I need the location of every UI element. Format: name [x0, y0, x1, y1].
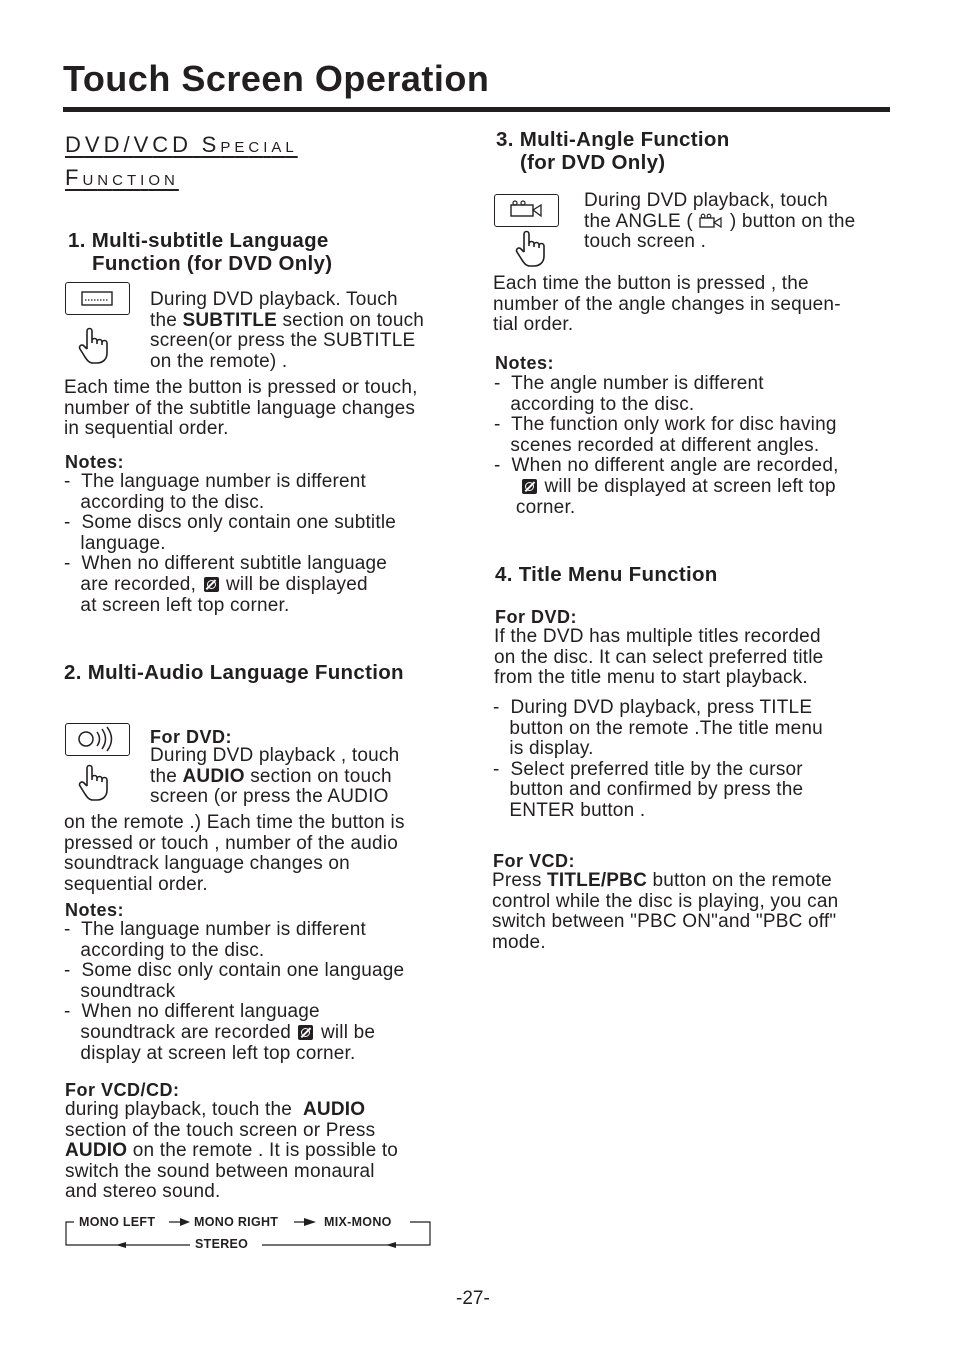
text-line: screen (or press the AUDIO: [150, 786, 389, 808]
text-line: [492, 933, 838, 954]
camera-angle-icon: [495, 195, 557, 225]
text-run: switch between "PBC ON"and "PBC off": [492, 911, 837, 933]
s1-notes-label: Notes:: [65, 452, 125, 472]
s1-paragraph: [64, 378, 418, 440]
bold-keyword: AUDIO: [182, 765, 245, 787]
text-line: [584, 212, 855, 233]
s4-bullets: [493, 698, 823, 822]
text-line: During DVD playback, touch: [584, 190, 828, 211]
text-line: [65, 1100, 398, 1121]
text-line: - When no different angle are recorded,: [494, 455, 839, 477]
s4-vcd-paragraph: [492, 871, 838, 953]
s2-icon-text: [150, 746, 399, 808]
text-line: During DVD playback , touch: [150, 745, 400, 766]
text-run: and stereo sound.: [65, 1181, 221, 1203]
text-run: switch the sound between monaural: [65, 1160, 375, 1182]
text-line: button and confirmed by press the: [493, 779, 804, 801]
text-run: button on the remote: [647, 870, 832, 891]
text-line: Each time the button is pressed or touch,: [64, 377, 418, 398]
text-line: [65, 1162, 398, 1183]
heading-letter: /: [123, 132, 134, 157]
audio-button-icon: [65, 723, 130, 756]
text-run: will be displayed at screen left top: [539, 475, 836, 497]
heading-letter: N: [97, 172, 113, 189]
text-line: [492, 871, 838, 892]
hand-pointer-icon: [75, 762, 111, 802]
text-run: ) button on the: [724, 210, 856, 232]
text-line: tial order.: [493, 314, 574, 336]
flow-mono-right: MONO RIGHT: [194, 1215, 279, 1229]
text-line: [64, 1023, 404, 1044]
subtitle-button-icon: [65, 282, 130, 315]
heading-letter: C: [152, 132, 173, 157]
section-heading: [65, 130, 298, 196]
bold-keyword: TITLE/PBC: [547, 870, 648, 891]
s2-heading: 2. Multi-Audio Language Function: [64, 661, 404, 684]
s2-vcd-text: [65, 1100, 398, 1203]
s1-icon-text: [150, 290, 424, 372]
text-line: sequential order.: [64, 873, 208, 895]
s3-heading-line2: (for DVD Only): [520, 151, 666, 174]
s3-notes-label: Notes:: [495, 353, 555, 373]
text-line: is display.: [493, 738, 594, 760]
heading-letter: P: [220, 139, 235, 156]
heading-letter: N: [164, 172, 179, 189]
text-line: on the remote) .: [150, 350, 288, 372]
text-line: according to the disc.: [64, 939, 265, 961]
s2-paragraph: [64, 813, 405, 895]
text-run: section on touch: [244, 765, 392, 787]
heading-letter: S: [201, 132, 221, 157]
camera-angle-icon: [698, 213, 724, 229]
bold-keyword: AUDIO: [65, 1140, 128, 1162]
text-line: soundtrack language changes on: [64, 853, 350, 875]
s2-notes: [64, 920, 404, 1064]
text-line: soundtrack: [64, 980, 176, 1002]
heading-letter: F: [65, 165, 83, 190]
text-line: - Select preferred title by the cursor: [493, 758, 803, 780]
text-line: pressed or touch , number of the audio: [64, 832, 398, 854]
heading-letter: V: [84, 132, 104, 157]
text-run: on the remote . It is possible to: [127, 1140, 399, 1162]
s1-heading-line1: 1. Multi-subtitle Language: [68, 229, 329, 252]
text-line: [65, 1141, 398, 1162]
s2-for-dvd-label: For DVD:: [150, 727, 232, 747]
text-line: If the DVD has multiple titles recorded: [494, 626, 821, 647]
text-line: - When no different language: [64, 1001, 320, 1023]
hand-pointer-icon: [75, 325, 111, 365]
heading-letter: A: [271, 139, 286, 156]
text-line: - The language number is different: [64, 471, 367, 492]
section-heading-line2: [65, 163, 298, 196]
s3-notes: [494, 374, 839, 518]
heading-letter: E: [234, 139, 249, 156]
page-title: Touch Screen Operation: [63, 58, 490, 99]
heading-letter: C: [248, 139, 264, 156]
s2-for-vcd-label: For VCD/CD:: [65, 1080, 180, 1100]
page-number: -27-: [456, 1288, 490, 1309]
text-line: number of the subtitle language changes: [64, 397, 416, 419]
s4-dvd-paragraph: [494, 627, 823, 689]
text-line: screen(or press the SUBTITLE: [150, 330, 416, 352]
text-line: corner.: [494, 496, 576, 518]
no-angle-icon: [522, 479, 537, 494]
s4-for-dvd-label: For DVD:: [495, 607, 577, 627]
s1-notes: [64, 472, 396, 616]
heading-letter: T: [126, 172, 141, 189]
text-line: [492, 912, 838, 933]
no-angle-icon: [298, 1025, 313, 1040]
text-line: display at screen left top corner.: [64, 1042, 356, 1064]
s3-heading-line1: 3. Multi-Angle Function: [496, 128, 730, 151]
text-line: language.: [64, 532, 166, 554]
heading-letter: I: [140, 172, 149, 189]
text-line: at screen left top corner.: [64, 594, 290, 616]
text-line: [64, 575, 396, 596]
text-line: in sequential order.: [64, 418, 229, 440]
text-line: - The angle number is different: [494, 373, 764, 394]
hand-pointer-icon: [512, 228, 548, 268]
text-run: section on touch: [277, 309, 425, 331]
heading-letter: O: [148, 172, 164, 189]
text-line: Each time the button is pressed , the: [493, 273, 809, 294]
text-line: on the disc. It can select preferred title: [494, 646, 824, 668]
heading-letter: D: [65, 132, 85, 157]
text-run: mode.: [492, 931, 546, 953]
angle-button-icon: [494, 194, 559, 227]
text-line: touch screen .: [584, 231, 707, 253]
bold-keyword: SUBTITLE: [182, 309, 277, 331]
text-line: - Some discs only contain one subtitle: [64, 512, 397, 534]
heading-letter: C: [112, 172, 127, 189]
text-line: number of the angle changes in sequen-: [493, 293, 841, 315]
text-run: are recorded,: [64, 573, 202, 595]
s4-heading: 4. Title Menu Function: [495, 563, 718, 586]
text-line: - The language number is different: [64, 919, 367, 940]
title-rule: [63, 107, 890, 112]
text-line: [150, 767, 399, 788]
text-run: the: [150, 309, 183, 331]
text-line: - The function only work for disc having: [494, 414, 837, 436]
text-line: [492, 892, 838, 913]
heading-letter: U: [82, 172, 98, 189]
subtitle-icon: [66, 283, 128, 313]
heading-letter: V: [133, 132, 153, 157]
audio-icon: [66, 724, 128, 754]
s1-heading-line2: Function (for DVD Only): [92, 252, 333, 275]
section-heading-line1: [65, 130, 298, 163]
text-line: [65, 1121, 398, 1142]
text-run: control while the disc is playing, you can: [492, 890, 839, 912]
text-line: During DVD playback. Touch: [150, 289, 398, 310]
text-line: button on the remote .The title menu: [493, 717, 823, 739]
s3-paragraph: [493, 274, 841, 336]
text-line: on the remote .) Each time the button is: [64, 812, 405, 833]
text-run: will be: [315, 1021, 376, 1043]
heading-letter: D: [172, 132, 193, 157]
text-run: during playback, touch the: [65, 1099, 303, 1120]
heading-letter: D: [103, 132, 124, 157]
text-line: [494, 477, 839, 498]
heading-letter: L: [285, 139, 298, 156]
text-line: - When no different subtitle language: [64, 553, 388, 575]
no-angle-icon: [204, 577, 219, 592]
text-line: scenes recorded at different angles.: [494, 434, 820, 456]
text-line: - During DVD playback, press TITLE: [493, 697, 813, 718]
text-line: [65, 1182, 398, 1203]
s3-icon-text: [584, 191, 855, 253]
text-run: will be displayed: [220, 573, 368, 595]
text-run: Press: [492, 870, 548, 891]
text-line: - Some disc only contain one language: [64, 960, 405, 982]
text-run: section of the touch screen or Press: [65, 1119, 376, 1141]
text-line: [150, 311, 424, 332]
flow-mono-left: MONO LEFT: [79, 1215, 156, 1229]
flow-stereo: STEREO: [195, 1237, 249, 1251]
text-line: according to the disc.: [64, 491, 265, 513]
text-run: the ANGLE (: [584, 210, 699, 232]
heading-letter: I: [263, 139, 272, 156]
flow-mix-mono: MIX-MONO: [324, 1215, 392, 1229]
text-run: the: [150, 765, 183, 787]
text-line: according to the disc.: [494, 393, 695, 415]
bold-keyword: AUDIO: [302, 1099, 366, 1120]
s2-notes-label: Notes:: [65, 900, 125, 920]
text-line: from the title menu to start playback.: [494, 667, 808, 689]
text-line: ENTER button .: [493, 799, 646, 821]
text-run: soundtrack are recorded: [64, 1021, 297, 1043]
s4-for-vcd-label: For VCD:: [493, 851, 575, 871]
